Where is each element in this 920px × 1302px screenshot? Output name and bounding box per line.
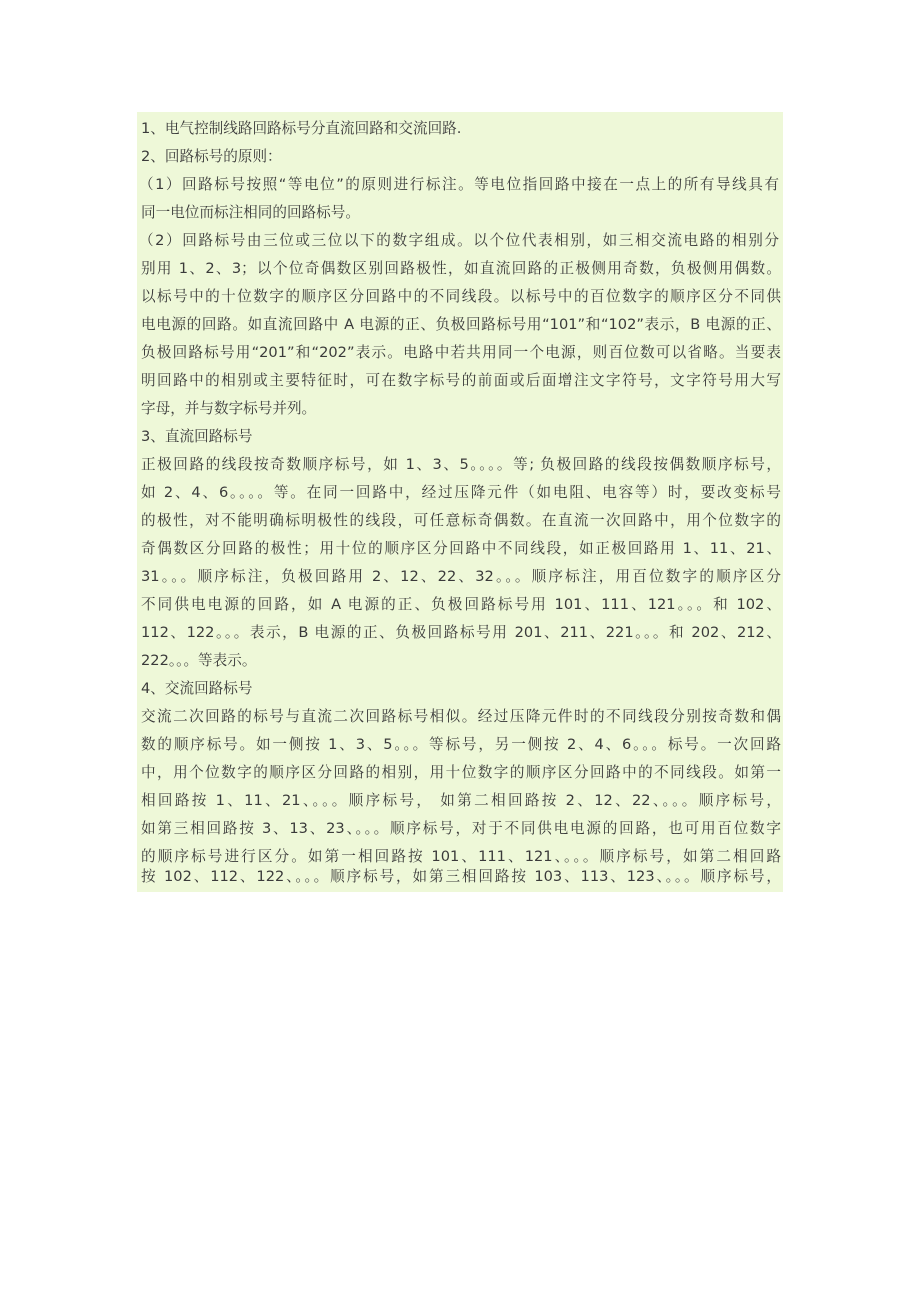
paragraph-line: 正极回路的线段按奇数顺序标号，如 1、3、5。。。。等; 负极回路的线段按偶数顺序标号， [141,456,781,473]
paragraph-line: 同一电位而标注相同的回路标号。 [141,204,360,221]
paragraph-line: 奇偶数区分回路的极性；用十位的顺序区分回路中不同线段，如正极回路用 1、11、21、 [141,540,781,557]
paragraph-line: 222。。。等表示。 [141,652,257,669]
heading-2: 2、回路标号的原则： [141,148,282,165]
paragraph-line: 的顺序标号进行区分。如第一相回路按 101、111、121、。。。顺序标号，如第二相回路 [141,848,781,865]
paragraph-line: 112、122。。。表示，B 电源的正、负极回路标号用 201、211、221。。。和 202、212、 [141,624,781,641]
paragraph-line: 电电源的回路。如直流回路中 A 电源的正、负极回路标号用“101”和“102”表示，B 电源的正、 [141,316,781,333]
heading-3: 3、直流回路标号 [141,428,253,445]
heading-4: 4、交流回路标号 [141,680,253,697]
paragraph-line: 以标号中的十位数字的顺序区分回路中的不同线段。以标号中的百位数字的顺序区分不同供 [141,288,781,305]
paragraph-line: 不同供电电源的回路，如 A 电源的正、负极回路标号用 101、111、121。。。和 102、 [141,596,781,613]
paragraph-line: 的极性，对不能明确标明极性的线段，可任意标奇偶数。在直流一次回路中，用个位数字的 [141,512,781,529]
content-highlight-block [137,112,783,892]
paragraph-line: 如第三相回路按 3、13、23、。。。顺序标号，对于不同供电电源的回路，也可用百位数字 [141,820,781,837]
paragraph-line: 交流二次回路的标号与直流二次回路标号相似。经过压降元件时的不同线段分别按奇数和偶 [141,708,781,725]
paragraph-line: 别用 1、2、3；以个位奇偶数区别回路极性，如直流回路的正极侧用奇数，负极侧用偶数。 [141,260,781,277]
paragraph-line: （2）回路标号由三位或三位以下的数字组成。以个位代表相别，如三相交流电路的相别分 [139,232,779,249]
paragraph-line: 字母，并与数字标号并列。 [141,400,317,417]
paragraph-line: 中，用个位数字的顺序区分回路的相别，用十位数字的顺序区分回路中的不同线段。如第一 [141,764,781,781]
heading-1: 1、电气控制线路回路标号分直流回路和交流回路. [141,120,462,137]
paragraph-line: 如 2、4、6。。。。等。在同一回路中，经过压降元件（如电阻、电容等）时，要改变标号 [141,484,781,501]
paragraph-line: 负极回路标号用“201”和“202”表示。电路中若共用同一个电源，则百位数可以省略。当要表 [141,344,781,361]
paragraph-line: 相回路按 1、11、21、。。。顺序标号， 如第二相回路按 2、12、22、。。。顺序标号， [141,792,781,809]
paragraph-line: 数的顺序标号。如一侧按 1、3、5。。。等标号，另一侧按 2、4、6。。。标号。一次回路 [141,736,781,753]
paragraph-line: 31。。。顺序标注，负极回路用 2、12、22、32。。。顺序标注，用百位数字的顺序区分 [141,568,781,585]
paragraph-line: 明回路中的相别或主要特征时，可在数字标号的前面或后面增注文字符号，文字符号用大写 [141,372,781,389]
paragraph-line: （1）回路标号按照“等电位”的原则进行标注。等电位指回路中接在一点上的所有导线具有 [139,176,779,193]
paragraph-line: 按 102、112、122、。。。顺序标号，如第三相回路按 103、113、123、。。。顺序标号， [141,868,781,885]
